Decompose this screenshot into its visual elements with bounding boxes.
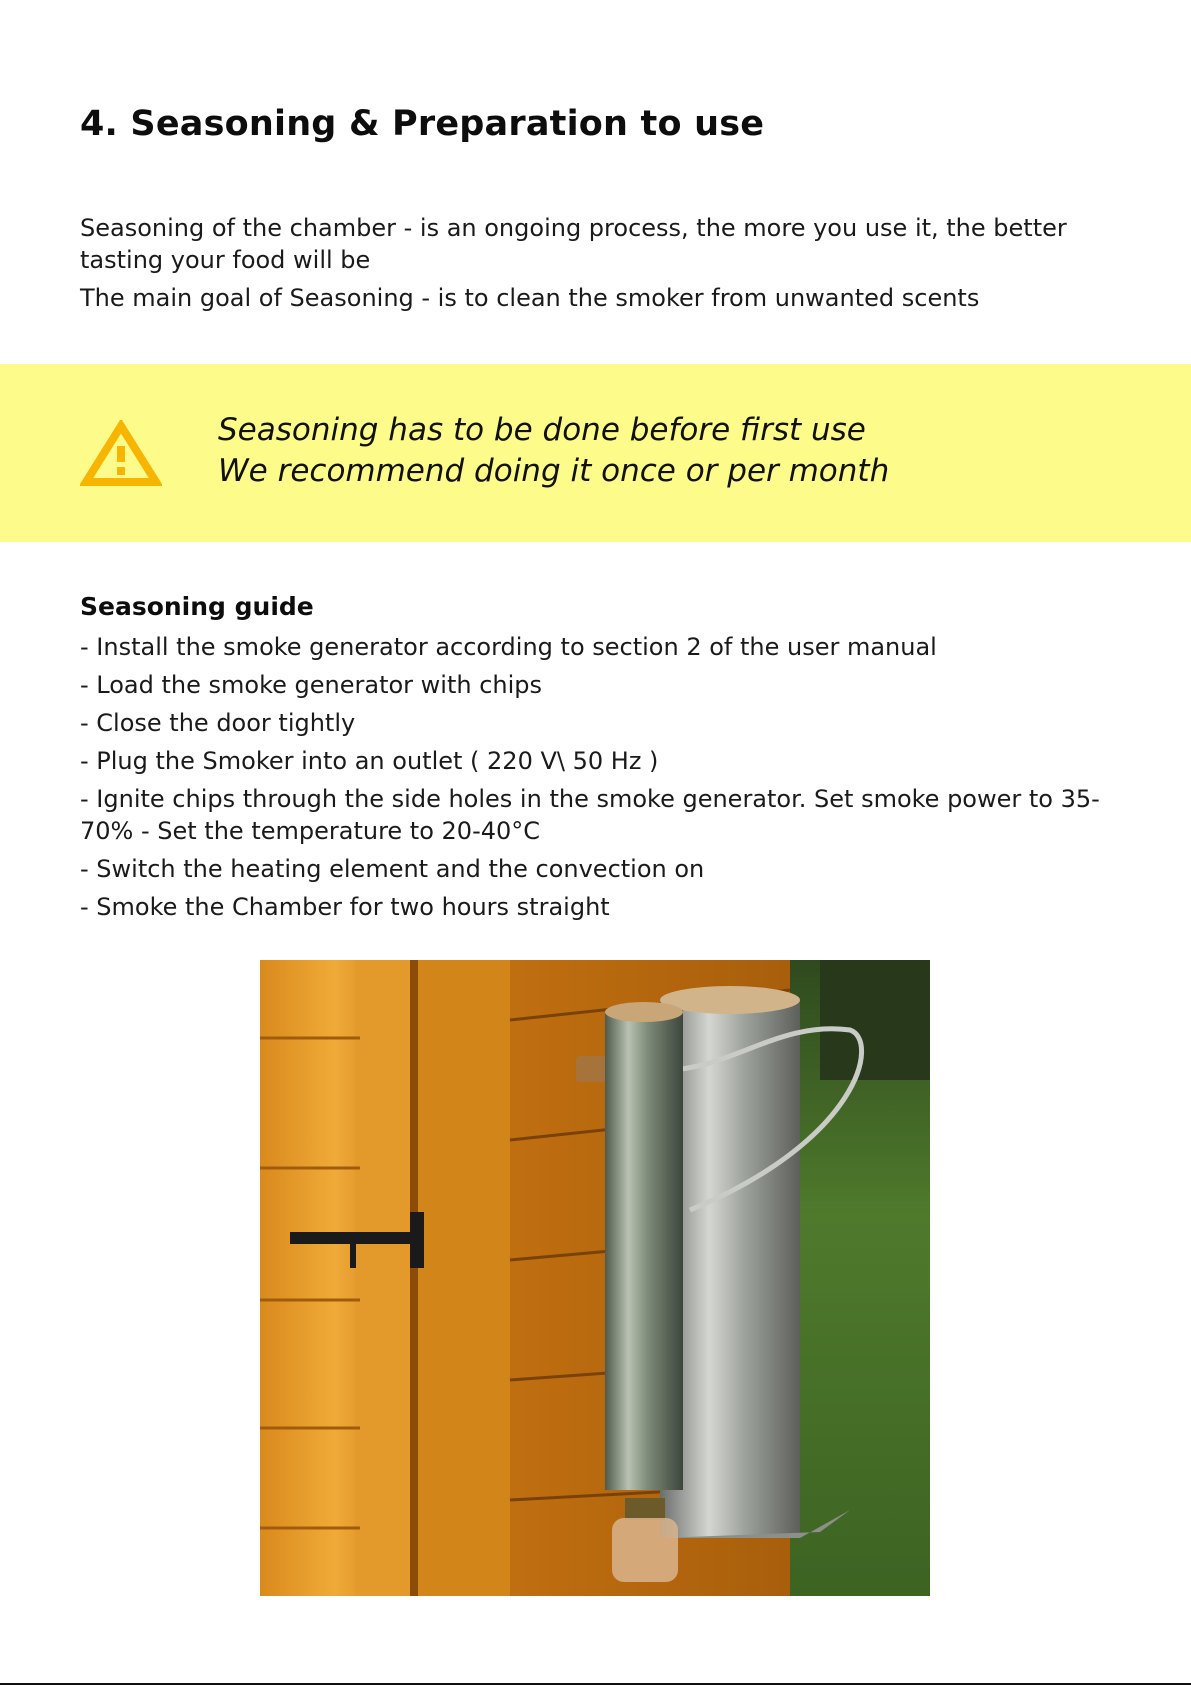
guide-step: - Switch the heating element and the convection on bbox=[80, 855, 705, 883]
intro-paragraph: Seasoning of the chamber - is an ongoing process, the more you use it, the better tasting your food will be bbox=[80, 214, 1067, 274]
guide-step: - Load the smoke generator with chips bbox=[80, 671, 543, 699]
warning-message bbox=[218, 410, 889, 492]
intro-paragraph: The main goal of Seasoning - is to clean the smoker from unwanted scents bbox=[80, 284, 980, 312]
warning-triangle-icon bbox=[80, 420, 162, 488]
intro-text bbox=[80, 212, 1120, 314]
guide-step: - Plug the Smoker into an outlet ( 220 V\ 50 Hz ) bbox=[80, 747, 659, 775]
guide-step: - Install the smoke generator according to section 2 of the user manual bbox=[80, 633, 937, 661]
guide-step: - Smoke the Chamber for two hours straight bbox=[80, 893, 610, 921]
warning-line: We recommend doing it once or per month bbox=[218, 453, 890, 489]
smoke-generator-photo bbox=[260, 960, 930, 1596]
seasoning-guide bbox=[80, 592, 1120, 929]
page-title: 4. Seasoning & Preparation to use bbox=[80, 104, 765, 144]
guide-step: - Close the door tightly bbox=[80, 709, 356, 737]
guide-step: - Ignite chips through the side holes in the smoke generator. Set smoke power to 35-70% - Set the temperature to 20-40°C bbox=[80, 785, 1100, 845]
warning-line: Seasoning has to be done before first use bbox=[218, 412, 866, 448]
guide-heading: Seasoning guide bbox=[80, 592, 314, 621]
guide-steps bbox=[80, 631, 1120, 923]
